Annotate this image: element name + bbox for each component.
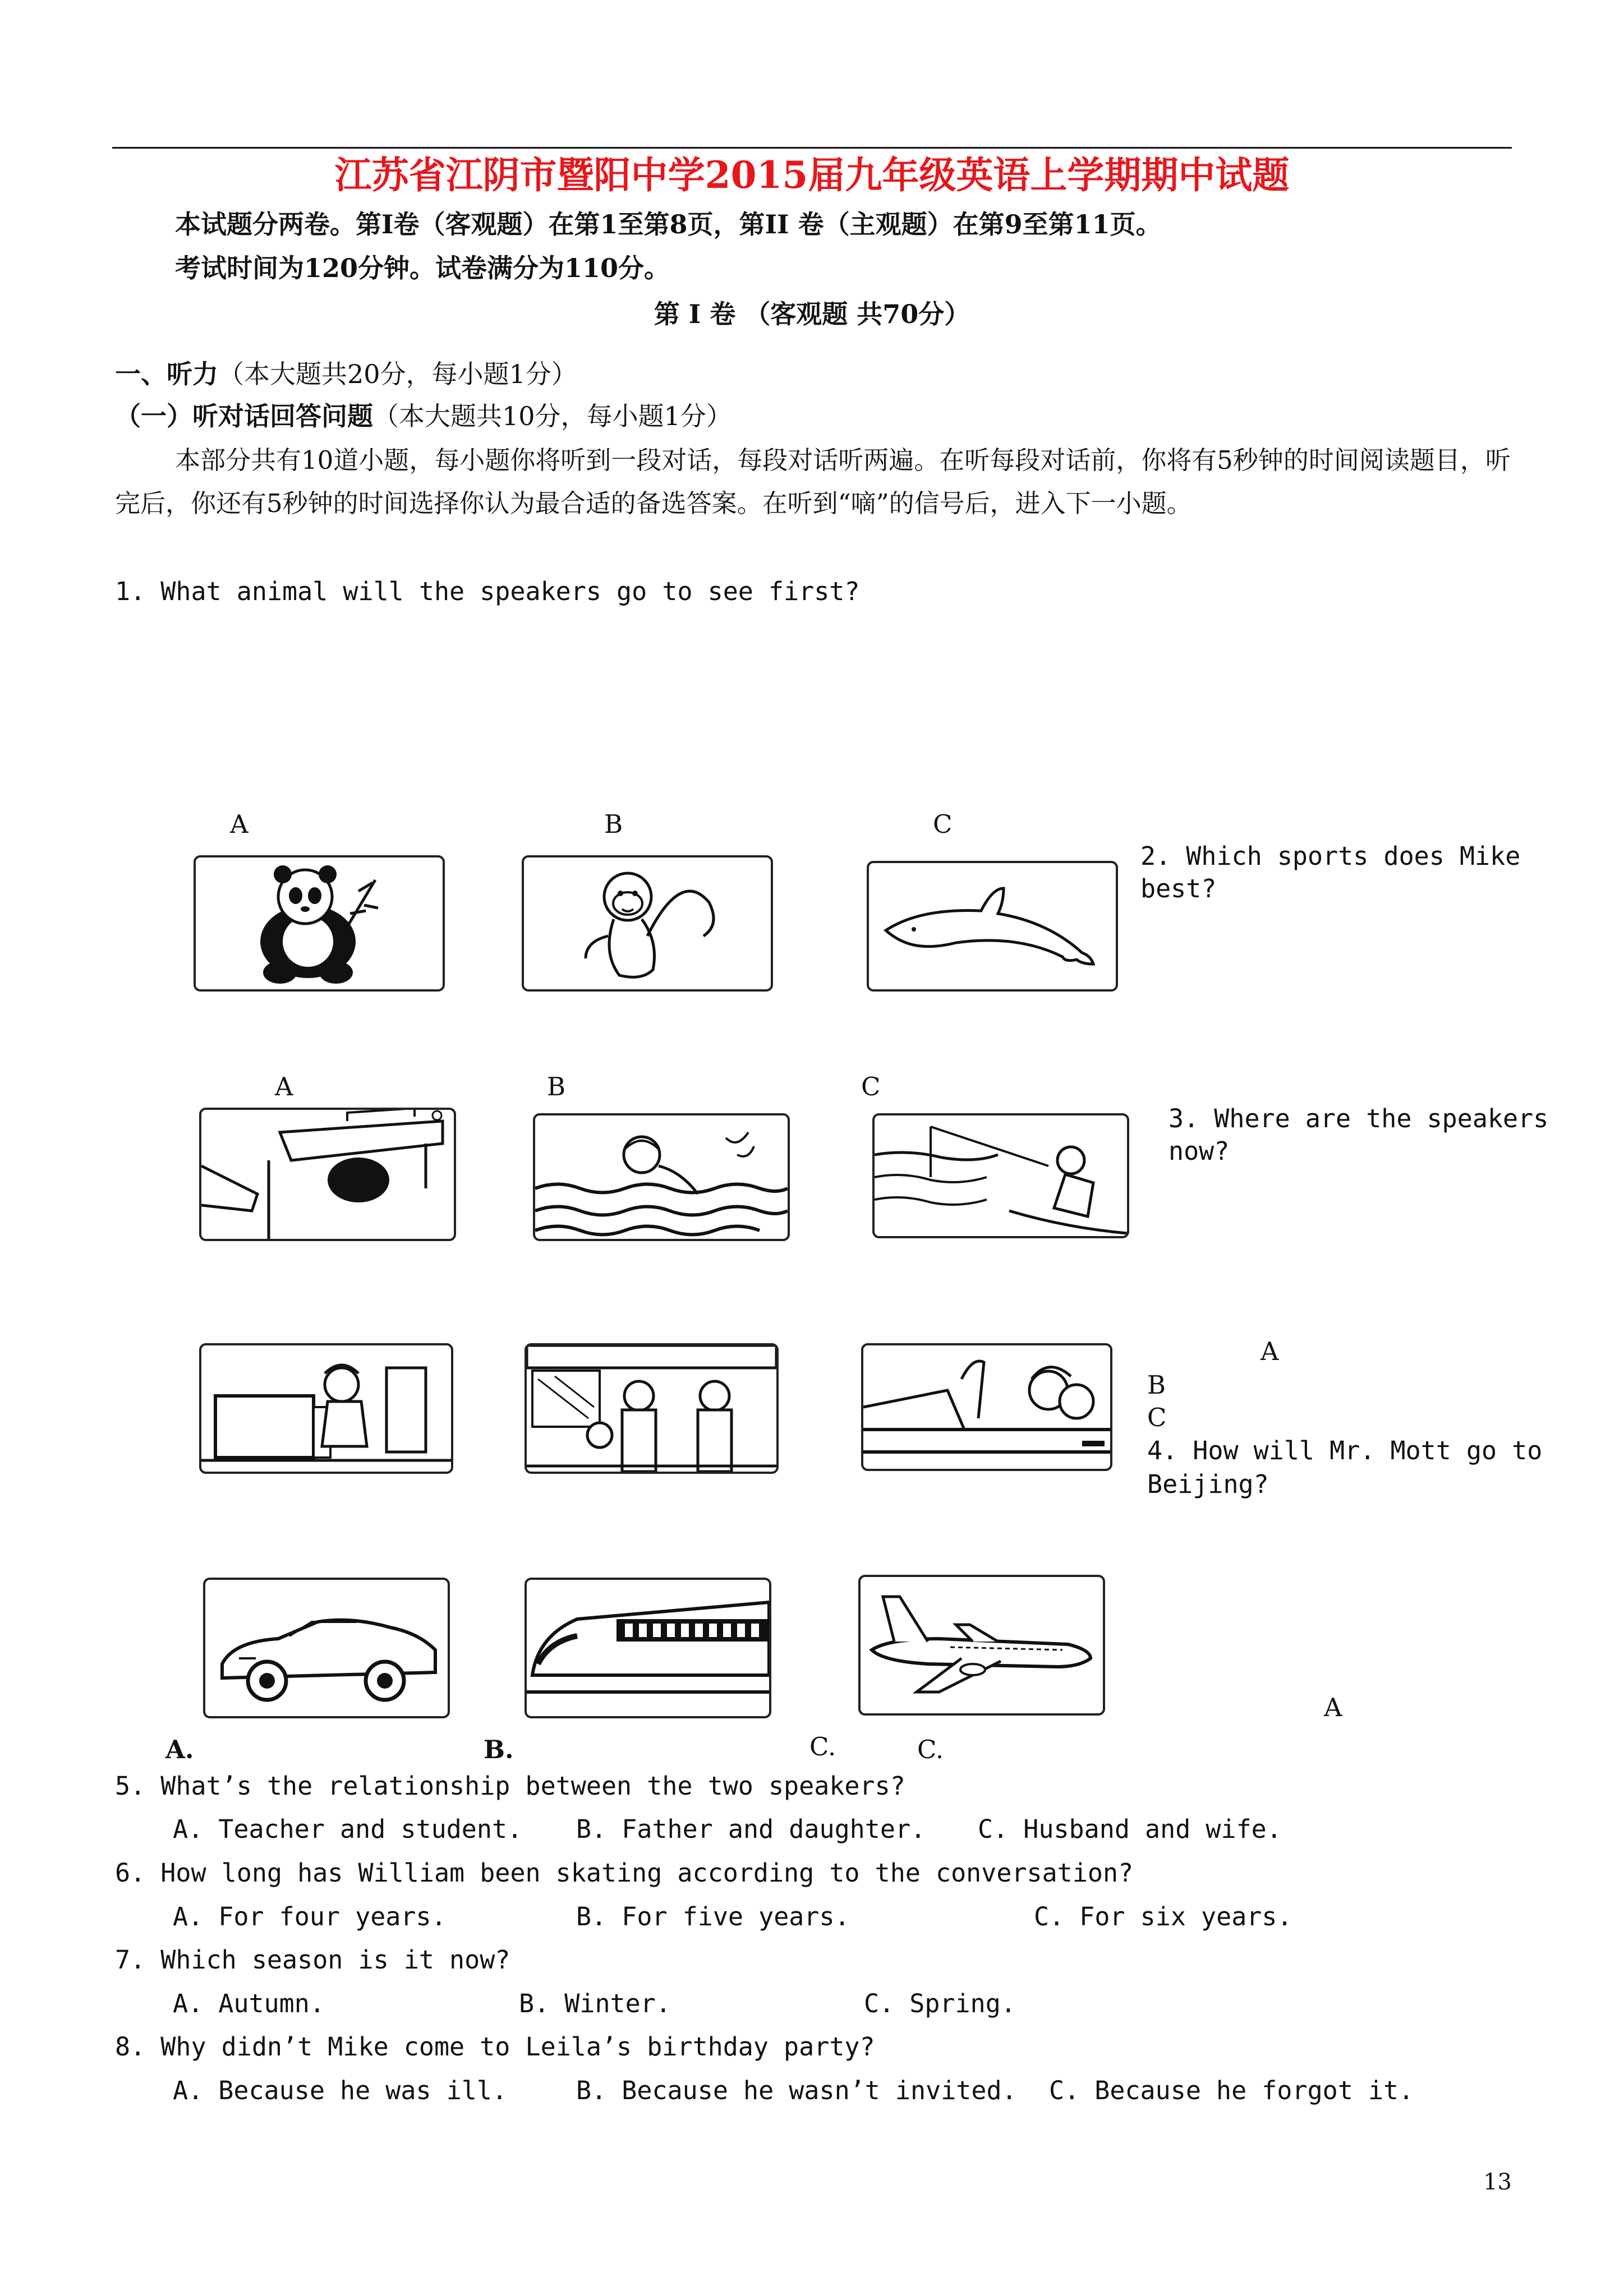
question-2-line-2: best? [1140, 874, 1217, 903]
question-7: 7. Which season is it now? [115, 1945, 510, 1975]
q5-option-c: C. Husband and wife. [978, 1814, 1282, 1844]
section-heading [115, 357, 577, 391]
q1-label-a: A [230, 809, 249, 839]
q3-label-b: B [1147, 1370, 1166, 1400]
q6-option-c: C. For six years. [1034, 1902, 1292, 1931]
q1-label-b: B [604, 809, 623, 839]
q5-option-a: A. Teacher and student. [173, 1814, 523, 1844]
q3-label-a: A [1260, 1336, 1279, 1366]
question-5: 5. What’s the relationship between the two speakers? [115, 1771, 905, 1801]
q4-option-b: B. [484, 1735, 514, 1764]
q4-option-c: C. [809, 1732, 836, 1762]
plane-picture [858, 1575, 1105, 1716]
part-heading-bold: （一）听对话回答问题 [115, 401, 373, 431]
car-interior-icon [863, 1345, 1110, 1469]
q4-label-a: A [1324, 1693, 1342, 1722]
table-tennis-icon [201, 1110, 454, 1239]
train-icon [527, 1580, 769, 1716]
intro-line-1: 本试题分两卷。第Ⅰ卷（客观题）在第1至第8页，第II 卷（主观题）在第9至第11页。 [175, 209, 1162, 239]
monkey-picture [522, 855, 773, 992]
panda-icon [196, 857, 443, 989]
page-title: 江苏省江阴市暨阳中学2015届九年级英语上学期期中试题 [334, 153, 1290, 197]
question-3-line-2: now? [1168, 1136, 1230, 1166]
bus-icon [527, 1345, 776, 1472]
office-icon [201, 1345, 451, 1472]
part-heading [115, 399, 732, 433]
q7-option-a: A. Autumn. [173, 1989, 325, 2018]
page-number: 13 [1483, 2169, 1512, 2195]
q2-label-a: A [275, 1072, 293, 1101]
q3-label-c: C [1147, 1403, 1167, 1432]
q7-option-c: C. Spring. [864, 1989, 1016, 2018]
q6-option-a: A. For four years. [173, 1902, 447, 1931]
question-3-line-1: 3. Where are the speakers [1168, 1104, 1549, 1133]
swimming-picture [533, 1113, 790, 1241]
dolphin-icon [869, 863, 1116, 989]
q4-option-a: A. [165, 1735, 194, 1764]
question-2-line-1: 2. Which sports does Mike [1140, 841, 1521, 871]
part-heading-rest: （本大题共10分，每小题1分） [373, 401, 732, 431]
section-heading-bold: 一、听力 [115, 359, 218, 389]
car-picture [203, 1578, 450, 1718]
office-picture [199, 1343, 453, 1474]
car-interior-picture [861, 1343, 1112, 1471]
section-heading-rest: （本大题共20分，每小题1分） [218, 359, 577, 389]
q8-option-a: A. Because he was ill. [173, 2076, 508, 2105]
q8-option-c: C. Because he forgot it. [1049, 2076, 1414, 2105]
q8-option-b: B. Because he wasn’t invited. [576, 2076, 1017, 2105]
volume-title: 第 Ⅰ 卷 （客观题 共70分） [654, 299, 970, 329]
question-6: 6. How long has William been skating according to the conversation? [115, 1858, 1134, 1888]
q2-label-b: B [547, 1072, 566, 1101]
car-icon [205, 1580, 448, 1716]
swimmer-icon [535, 1115, 788, 1239]
q2-label-c: C [861, 1072, 881, 1101]
intro-line-2: 考试时间为120分钟。试卷满分为110分。 [175, 253, 670, 283]
fishing-picture [872, 1113, 1129, 1238]
airplane-icon [861, 1577, 1103, 1713]
question-4-line-2: Beijing? [1147, 1469, 1269, 1499]
bus-picture [525, 1343, 779, 1474]
monkey-icon [524, 857, 771, 989]
instructions: 本部分共有10道小题，每小题你将听到一段对话，每段对话听两遍。在听每段对话前，你将有5秒钟的时间阅读题目，听完后，你还有5秒钟的时间选择你认为最合适的备选答案。在听到“嘀”的信号后，进入下一小题。 [115, 445, 1511, 518]
q5-option-b: B. Father and daughter. [576, 1814, 926, 1844]
question-1: 1. What animal will the speakers go to see first? [115, 577, 860, 606]
train-picture [525, 1578, 771, 1718]
fishing-icon [875, 1115, 1127, 1236]
question-4-line-1: 4. How will Mr. Mott go to [1147, 1436, 1543, 1465]
dolphin-picture [867, 861, 1118, 992]
q4-option-c-secondary: C. [917, 1735, 944, 1764]
q7-option-b: B. Winter. [519, 1989, 671, 2018]
question-8: 8. Why didn’t Mike come to Leila’s birthday party? [115, 2032, 875, 2062]
table-tennis-picture [199, 1108, 456, 1241]
q6-option-b: B. For five years. [576, 1902, 850, 1931]
panda-picture [194, 855, 445, 992]
q1-label-c: C [933, 809, 953, 839]
